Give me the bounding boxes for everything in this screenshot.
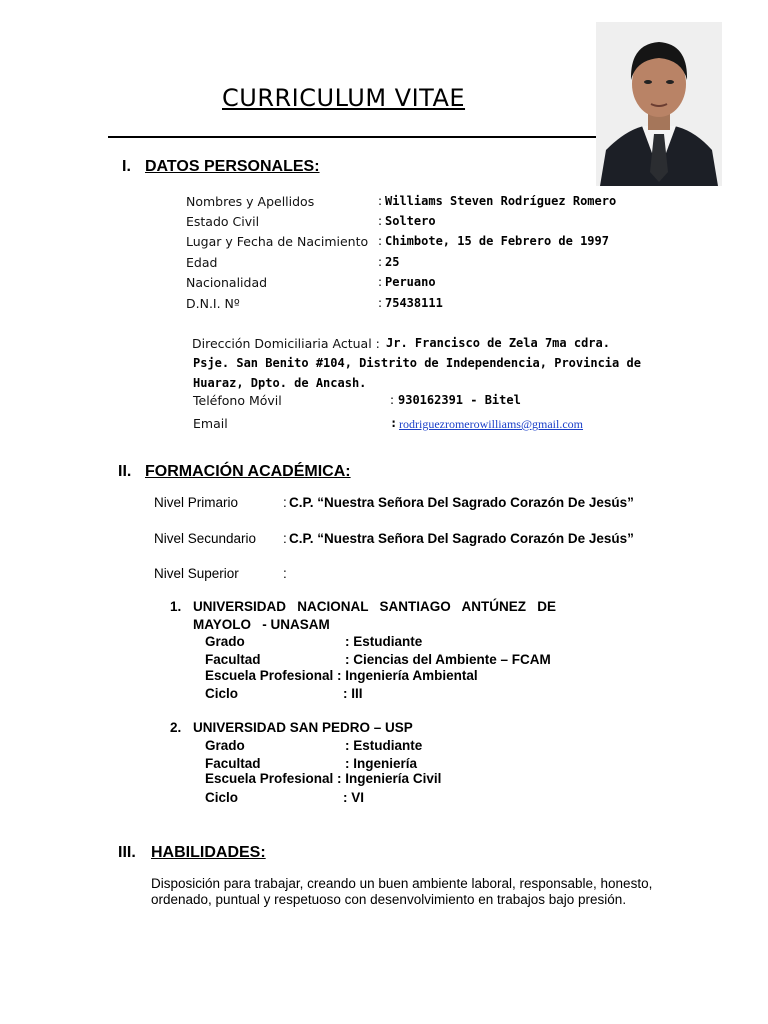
colon: : <box>283 495 287 510</box>
university-2-ciclo-label: Ciclo <box>205 790 239 805</box>
university-1-name-line2: MAYOLO - UNASAM <box>193 617 330 632</box>
university-2-facultad-value: : Ingeniería <box>345 756 418 771</box>
university-1-facultad-label: Facultad <box>205 652 261 667</box>
colon: : <box>378 255 383 269</box>
colon: : <box>378 234 383 248</box>
university-2-ciclo-value: : VI <box>343 790 365 805</box>
label-direccion: Dirección Domiciliaria Actual : <box>192 336 380 351</box>
value-lugar-fecha: Chimbote, 15 de Febrero de 1997 <box>385 234 609 248</box>
value-nombres: Williams Steven Rodríguez Romero <box>385 194 617 208</box>
university-2-grado-value: : Estudiante <box>345 738 423 753</box>
label-edad: Edad <box>186 255 218 270</box>
label-email: Email <box>193 416 228 431</box>
university-1-grado-label: Grado <box>205 634 245 649</box>
value-nacionalidad: Peruano <box>385 275 436 289</box>
email-link[interactable]: rodriguezromerowilliams@gmail.com <box>399 417 584 431</box>
portrait-illustration <box>596 22 722 186</box>
colon: : <box>390 393 395 407</box>
colon: : <box>378 214 383 228</box>
value-nivel-primario: C.P. “Nuestra Señora Del Sagrado Corazón De Jesús” <box>289 495 634 510</box>
university-1-grado-value: : Estudiante <box>345 634 423 649</box>
university-2-grado-label: Grado <box>205 738 245 753</box>
label-nivel-superior: Nivel Superior <box>154 566 239 581</box>
value-direccion-line3: Huaraz, Dpto. de Ancash. <box>193 376 367 390</box>
university-2-escuela: Escuela Profesional : Ingeniería Civil <box>205 771 442 786</box>
label-telefono: Teléfono Móvil <box>193 393 282 408</box>
skills-paragraph: Disposición para trabajar, creando un buen ambiente laboral, responsable, honesto, ordenado, puntual y respetuoso con desenvolvimiento en trabajos bajo presión. <box>151 876 653 907</box>
value-nivel-superior: : <box>283 566 287 581</box>
label-estado-civil: Estado Civil <box>186 214 260 229</box>
university-2-name: UNIVERSIDAD SAN PEDRO – USP <box>193 720 413 735</box>
label-dni: D.N.I. Nº <box>186 296 240 311</box>
section-title-skills: HABILIDADES: <box>151 844 266 861</box>
university-1-number: 1. <box>170 599 182 614</box>
university-1-name: UNIVERSIDAD NACIONAL SANTIAGO ANTÚNEZ DE <box>193 599 557 614</box>
university-2-facultad-label: Facultad <box>205 756 261 771</box>
value-dni: 75438111 <box>385 296 443 310</box>
university-2-number: 2. <box>170 720 182 735</box>
section-number-skills: III. <box>118 844 136 861</box>
colon: : <box>378 275 383 289</box>
value-direccion-line2: Psje. San Benito #104, Distrito de Independencia, Provincia de <box>193 356 641 370</box>
section-number-personal: I. <box>122 158 131 175</box>
value-telefono: 930162391 - Bitel <box>398 393 521 407</box>
colon: : <box>390 416 398 430</box>
colon: : <box>283 531 287 546</box>
university-1-escuela: Escuela Profesional : Ingeniería Ambiental <box>205 668 478 683</box>
label-lugar-fecha: Lugar y Fecha de Nacimiento <box>186 234 369 249</box>
profile-photo <box>596 22 722 186</box>
document-title: CURRICULUM VITAE <box>222 84 466 112</box>
section-title-academic: FORMACIÓN ACADÉMICA: <box>145 463 351 480</box>
colon: : <box>378 296 383 310</box>
university-1-ciclo-value: : III <box>343 686 363 701</box>
title-divider <box>108 136 598 138</box>
value-estado-civil: Soltero <box>385 214 436 228</box>
label-nacionalidad: Nacionalidad <box>186 275 268 290</box>
section-title-personal: DATOS PERSONALES: <box>145 158 320 175</box>
colon: : <box>378 194 383 208</box>
label-nombres: Nombres y Apellidos <box>186 194 315 209</box>
value-edad: 25 <box>385 255 400 269</box>
value-nivel-secundario: C.P. “Nuestra Señora Del Sagrado Corazón De Jesús” <box>289 531 634 546</box>
university-1-ciclo-label: Ciclo <box>205 686 239 701</box>
university-1-facultad-value: : Ciencias del Ambiente – FCAM <box>345 652 551 667</box>
section-number-academic: II. <box>118 463 132 480</box>
label-nivel-secundario: Nivel Secundario <box>154 531 257 546</box>
label-nivel-primario: Nivel Primario <box>154 495 239 510</box>
value-direccion: Jr. Francisco de Zela 7ma cdra. <box>386 336 610 350</box>
